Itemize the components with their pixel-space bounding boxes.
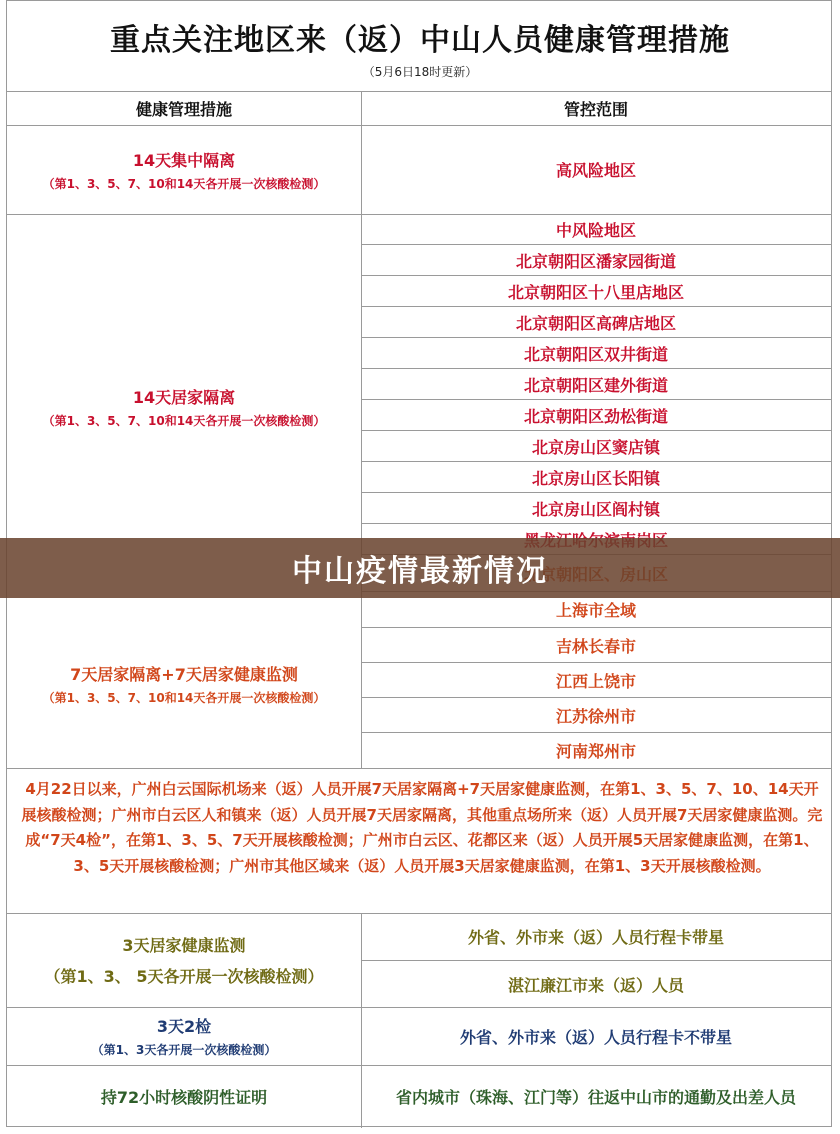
scope-cell: 上海市全域	[555, 601, 636, 620]
scope-cell: 北京房山区窦店镇	[531, 437, 660, 457]
scope-cell: 河南郑州市	[555, 742, 636, 761]
scope-cell: 北京朝阳区建外街道	[523, 375, 668, 395]
measure-title: 14天集中隔离	[132, 150, 236, 170]
measure-title: 3天2检	[156, 1017, 212, 1036]
guangzhou-note: 4月22日以来，广州白云国际机场来（返）人员开展7天居家隔离+7天居家健康监测，在第1、3、5、7、10、14天开展核酸检测；广州市白云区人和镇来（返）人员开展7天居家隔离，其他重点场所来（返）人员开展7天居家健康监测。完成“7天4检”，在第1、3、5、7天开展核酸检测；广州市白云区、花都区来（返）人员开展5天居家健康监测，在第1、3、5天开展核酸检测；广州市其他区域来（返）人员开展3天居家健康监测，在第1、3天开展核酸检测。	[21, 780, 823, 875]
measure-cell-group6: 持72小时核酸阴性证明	[100, 1087, 268, 1107]
scope-cell: 北京房山区长阳镇	[531, 468, 660, 488]
scope-cell: 江苏徐州市	[555, 706, 636, 726]
scope-cell: 省内城市（珠海、江门等）往返中山市的通勤及出差人员	[395, 1087, 796, 1107]
scope-cell: 湛江廉江市来（返）人员	[507, 975, 684, 995]
column-header-scope: 管控范围	[563, 99, 628, 119]
measure-cell-group3	[7, 599, 361, 768]
measure-cell-group5	[7, 1007, 361, 1065]
scope-cell: 北京房山区阎村镇	[531, 499, 660, 519]
scope-cell: 北京朝阳区十八里店地区	[507, 282, 684, 302]
scope-cell: 外省、外市来（返）人员行程卡不带星	[459, 1027, 732, 1047]
measure-note: （第1、3天各开展一次核酸检测）	[91, 1043, 277, 1057]
measure-note: （第1、3、5、7、10和14天各开展一次核酸检测）	[42, 413, 326, 428]
measure-note: （第1、3、5、7、10和14天各开展一次核酸检测）	[42, 690, 326, 705]
measure-title: 3天居家健康监测	[122, 936, 246, 955]
measure-note: （第1、3、 5天各开展一次核酸检测）	[44, 967, 324, 986]
measure-cell-group1	[7, 125, 361, 214]
measure-note: （第1、3、5、7、10和14天各开展一次核酸检测）	[42, 176, 326, 191]
measure-title: 14天居家隔离	[132, 387, 236, 407]
update-note: （5月6日18时更新）	[362, 65, 478, 79]
caption-banner	[0, 538, 840, 598]
scope-cell: 北京朝阳区高碑店地区	[515, 313, 676, 333]
measure-title: 7天居家隔离+7天居家健康监测	[70, 664, 298, 684]
scope-cell: 中风险地区	[555, 220, 636, 240]
scope-cell: 北京朝阳区双井街道	[523, 344, 668, 364]
scope-cell: 北京朝阳区劲松街道	[523, 406, 668, 426]
scope-list-group2	[361, 214, 831, 519]
scope-cell: 高风险地区	[555, 161, 636, 180]
page-title: 重点关注地区来（返）中山人员健康管理措施	[110, 23, 730, 58]
scope-cell: 吉林长春市	[555, 636, 636, 656]
banner-text: 中山疫情最新情况	[292, 554, 548, 589]
scope-cell: 北京朝阳区潘家园街道	[515, 251, 676, 271]
scope-cell: 江西上饶市	[555, 671, 636, 691]
column-header-measures: 健康管理措施	[135, 99, 232, 119]
scope-cell: 外省、外市来（返）人员行程卡带星	[467, 928, 724, 947]
measure-cell-group4	[7, 913, 361, 1007]
